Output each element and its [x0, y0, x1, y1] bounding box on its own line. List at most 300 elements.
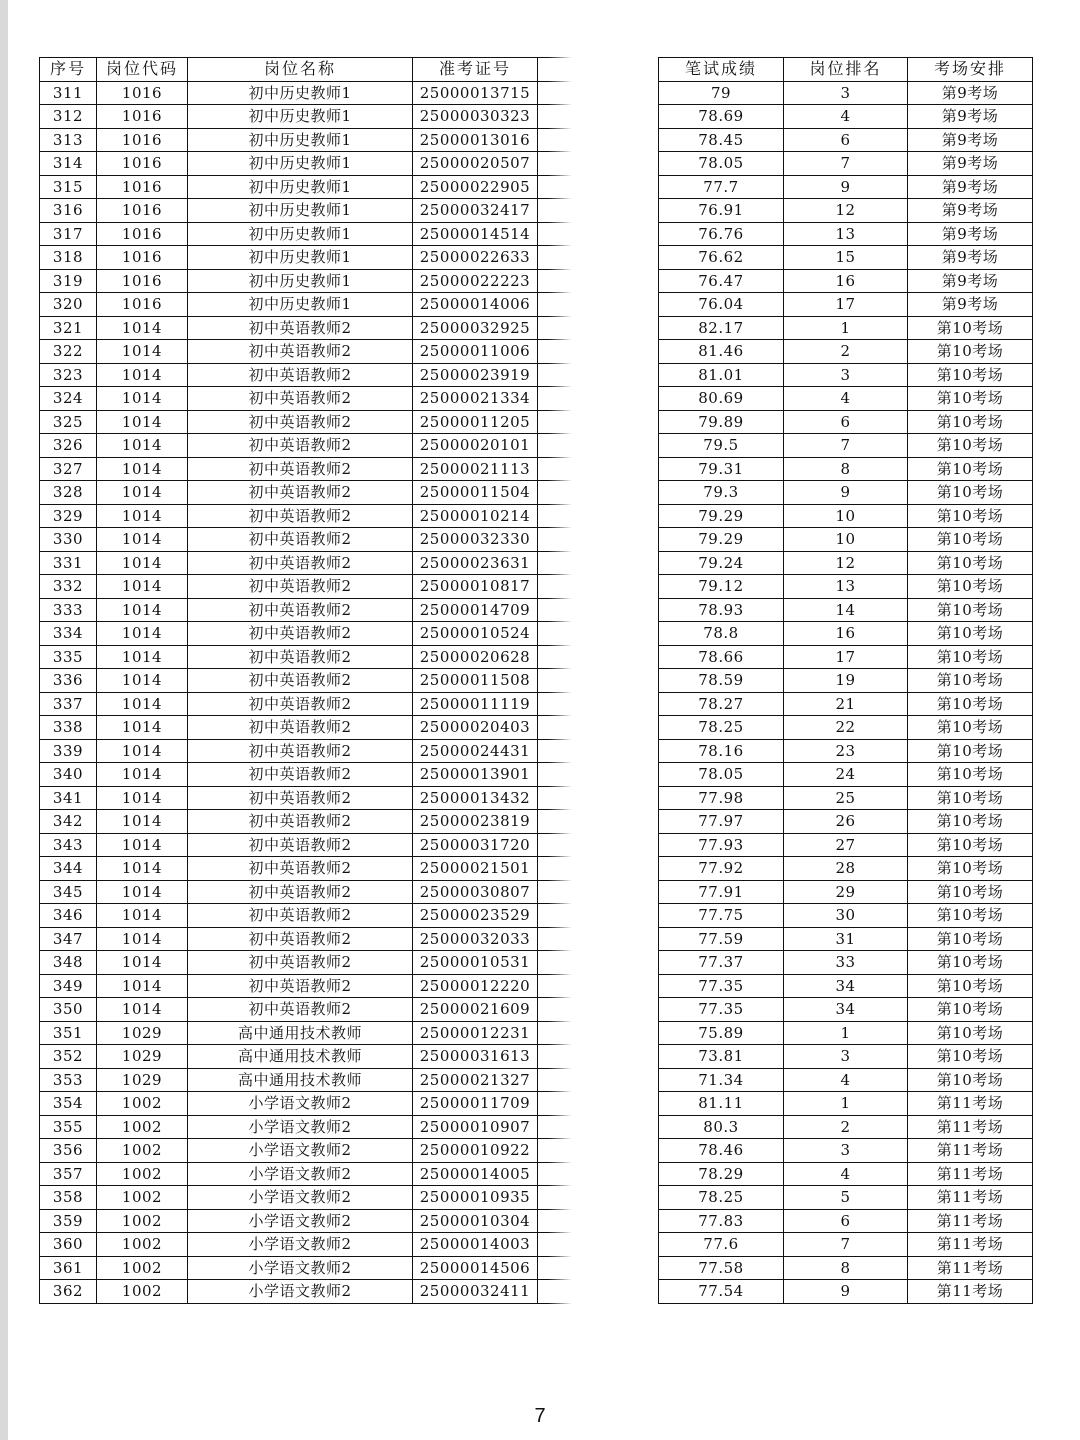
table-row	[659, 1139, 1033, 1163]
exam-no-cell: 25000013901	[413, 763, 538, 787]
room-cell: 第10考场	[908, 1021, 1033, 1045]
table-row	[40, 575, 580, 599]
position-cell: 初中历史教师1	[188, 81, 413, 105]
table-row	[659, 293, 1033, 317]
table-row	[40, 669, 580, 693]
table-row	[40, 880, 580, 904]
seq-cell: 337	[40, 692, 97, 716]
table-row	[40, 1233, 580, 1257]
table-header-row	[40, 58, 580, 82]
score-cell: 76.91	[659, 199, 784, 223]
rank-cell: 19	[784, 669, 908, 693]
table-row	[40, 951, 580, 975]
code-cell: 1014	[97, 810, 188, 834]
room-cell: 第10考场	[908, 786, 1033, 810]
exam-no-cell: 25000011508	[413, 669, 538, 693]
rank-cell: 16	[784, 269, 908, 293]
seq-cell: 314	[40, 152, 97, 176]
table-row	[659, 739, 1033, 763]
room-cell: 第10考场	[908, 598, 1033, 622]
position-cell: 初中历史教师1	[188, 105, 413, 129]
seq-cell: 330	[40, 528, 97, 552]
exam-no-cell: 25000011709	[413, 1092, 538, 1116]
rank-cell: 33	[784, 951, 908, 975]
rank-cell: 9	[784, 175, 908, 199]
position-cell: 初中英语教师2	[188, 481, 413, 505]
rank-cell: 3	[784, 363, 908, 387]
position-cell: 初中历史教师1	[188, 128, 413, 152]
seq-cell: 355	[40, 1115, 97, 1139]
score-cell: 77.91	[659, 880, 784, 904]
rank-cell: 14	[784, 598, 908, 622]
score-cell: 81.46	[659, 340, 784, 364]
rank-cell: 15	[784, 246, 908, 270]
score-cell: 78.05	[659, 152, 784, 176]
table-row	[659, 128, 1033, 152]
results-table-right	[658, 57, 1033, 1304]
exam-no-cell: 25000032330	[413, 528, 538, 552]
position-cell: 初中英语教师2	[188, 833, 413, 857]
seq-cell: 327	[40, 457, 97, 481]
score-cell: 77.97	[659, 810, 784, 834]
seq-cell: 328	[40, 481, 97, 505]
room-cell: 第10考场	[908, 927, 1033, 951]
exam-no-cell: 25000021501	[413, 857, 538, 881]
table-header-row	[659, 58, 1033, 82]
position-cell: 初中历史教师1	[188, 269, 413, 293]
rank-cell: 13	[784, 222, 908, 246]
rank-cell: 17	[784, 293, 908, 317]
position-cell: 初中英语教师2	[188, 363, 413, 387]
seq-cell: 324	[40, 387, 97, 411]
position-cell: 初中历史教师1	[188, 152, 413, 176]
results-table-left	[39, 57, 580, 1304]
code-cell: 1016	[97, 222, 188, 246]
score-cell: 77.59	[659, 927, 784, 951]
exam-no-cell: 25000013432	[413, 786, 538, 810]
exam-no-cell: 25000031720	[413, 833, 538, 857]
position-cell: 初中历史教师1	[188, 246, 413, 270]
rank-cell: 4	[784, 387, 908, 411]
exam-no-cell: 25000011205	[413, 410, 538, 434]
table-row	[659, 387, 1033, 411]
seq-cell: 318	[40, 246, 97, 270]
table-row	[659, 1092, 1033, 1116]
table-row	[40, 1045, 580, 1069]
exam-no-cell: 25000014514	[413, 222, 538, 246]
table-row	[659, 763, 1033, 787]
seq-cell: 342	[40, 810, 97, 834]
seq-cell: 329	[40, 504, 97, 528]
position-cell: 初中英语教师2	[188, 504, 413, 528]
code-cell: 1014	[97, 998, 188, 1022]
score-cell: 77.35	[659, 974, 784, 998]
table-row	[40, 927, 580, 951]
room-cell: 第10考场	[908, 434, 1033, 458]
position-cell: 初中英语教师2	[188, 410, 413, 434]
rank-cell: 1	[784, 1092, 908, 1116]
score-cell: 81.11	[659, 1092, 784, 1116]
room-cell: 第9考场	[908, 269, 1033, 293]
table-row	[659, 316, 1033, 340]
seq-cell: 360	[40, 1233, 97, 1257]
score-cell: 78.29	[659, 1162, 784, 1186]
code-cell: 1014	[97, 669, 188, 693]
code-cell: 1016	[97, 269, 188, 293]
rank-cell: 9	[784, 481, 908, 505]
seq-cell: 315	[40, 175, 97, 199]
score-cell: 79.3	[659, 481, 784, 505]
rank-cell: 16	[784, 622, 908, 646]
table-row	[659, 1162, 1033, 1186]
code-cell: 1016	[97, 199, 188, 223]
exam-no-cell: 25000022223	[413, 269, 538, 293]
rank-cell: 8	[784, 457, 908, 481]
table-row	[40, 504, 580, 528]
code-cell: 1014	[97, 457, 188, 481]
code-cell: 1016	[97, 152, 188, 176]
seq-cell: 359	[40, 1209, 97, 1233]
seq-cell: 353	[40, 1068, 97, 1092]
code-cell: 1002	[97, 1162, 188, 1186]
page-edge	[0, 0, 8, 1440]
code-cell: 1002	[97, 1115, 188, 1139]
score-cell: 78.16	[659, 739, 784, 763]
table-row	[659, 340, 1033, 364]
rank-cell: 27	[784, 833, 908, 857]
position-cell: 高中通用技术教师	[188, 1021, 413, 1045]
seq-cell: 326	[40, 434, 97, 458]
seq-cell: 338	[40, 716, 97, 740]
table-row	[659, 669, 1033, 693]
code-cell: 1002	[97, 1256, 188, 1280]
table-row	[40, 1139, 580, 1163]
code-cell: 1016	[97, 246, 188, 270]
room-cell: 第10考场	[908, 669, 1033, 693]
table-row	[659, 1209, 1033, 1233]
table-row	[659, 692, 1033, 716]
rank-cell: 6	[784, 410, 908, 434]
score-cell: 78.05	[659, 763, 784, 787]
table-row	[40, 199, 580, 223]
room-cell: 第11考场	[908, 1280, 1033, 1304]
exam-no-cell: 25000021327	[413, 1068, 538, 1092]
seq-cell: 347	[40, 927, 97, 951]
table-row	[659, 528, 1033, 552]
table-row	[40, 293, 580, 317]
position-cell: 小学语文教师2	[188, 1139, 413, 1163]
seq-cell: 345	[40, 880, 97, 904]
room-cell: 第10考场	[908, 716, 1033, 740]
exam-no-cell: 25000023529	[413, 904, 538, 928]
exam-no-cell: 25000020628	[413, 645, 538, 669]
table-row	[659, 222, 1033, 246]
rank-cell: 4	[784, 105, 908, 129]
score-cell: 77.37	[659, 951, 784, 975]
room-cell: 第10考场	[908, 457, 1033, 481]
score-cell: 79.31	[659, 457, 784, 481]
code-cell: 1014	[97, 340, 188, 364]
code-cell: 1002	[97, 1209, 188, 1233]
score-cell: 76.76	[659, 222, 784, 246]
table-row	[659, 786, 1033, 810]
code-cell: 1002	[97, 1092, 188, 1116]
score-cell: 78.69	[659, 105, 784, 129]
table-row	[40, 551, 580, 575]
seq-cell: 362	[40, 1280, 97, 1304]
exam-no-cell: 25000010304	[413, 1209, 538, 1233]
seq-cell: 317	[40, 222, 97, 246]
score-cell: 77.35	[659, 998, 784, 1022]
exam-no-cell: 25000011504	[413, 481, 538, 505]
table-row	[40, 1280, 580, 1304]
exam-no-cell: 25000010524	[413, 622, 538, 646]
score-cell: 79.5	[659, 434, 784, 458]
exam-no-cell: 25000011006	[413, 340, 538, 364]
table-row	[40, 1209, 580, 1233]
score-cell: 79.29	[659, 504, 784, 528]
table-row	[40, 904, 580, 928]
position-cell: 初中英语教师2	[188, 434, 413, 458]
position-cell: 初中英语教师2	[188, 880, 413, 904]
room-cell: 第10考场	[908, 810, 1033, 834]
seq-cell: 336	[40, 669, 97, 693]
header-position: 岗位名称	[188, 58, 413, 82]
table-row	[659, 81, 1033, 105]
table-row	[40, 598, 580, 622]
code-cell: 1014	[97, 528, 188, 552]
table-row	[40, 1021, 580, 1045]
room-cell: 第9考场	[908, 246, 1033, 270]
rank-cell: 9	[784, 1280, 908, 1304]
score-cell: 77.98	[659, 786, 784, 810]
position-cell: 初中英语教师2	[188, 786, 413, 810]
position-cell: 初中英语教师2	[188, 998, 413, 1022]
seq-cell: 339	[40, 739, 97, 763]
code-cell: 1002	[97, 1233, 188, 1257]
table-row	[40, 645, 580, 669]
code-cell: 1029	[97, 1021, 188, 1045]
table-row	[659, 1045, 1033, 1069]
table-row	[659, 810, 1033, 834]
rank-cell: 7	[784, 434, 908, 458]
table-row	[659, 951, 1033, 975]
exam-no-cell: 25000010922	[413, 1139, 538, 1163]
code-cell: 1029	[97, 1045, 188, 1069]
exam-no-cell: 25000010531	[413, 951, 538, 975]
room-cell: 第10考场	[908, 387, 1033, 411]
seq-cell: 344	[40, 857, 97, 881]
position-cell: 小学语文教师2	[188, 1186, 413, 1210]
table-row	[40, 810, 580, 834]
room-cell: 第10考场	[908, 880, 1033, 904]
room-cell: 第10考场	[908, 340, 1033, 364]
rank-cell: 3	[784, 81, 908, 105]
code-cell: 1014	[97, 786, 188, 810]
position-cell: 初中英语教师2	[188, 951, 413, 975]
exam-no-cell: 25000022905	[413, 175, 538, 199]
table-row	[40, 457, 580, 481]
exam-no-cell: 25000014006	[413, 293, 538, 317]
code-cell: 1014	[97, 833, 188, 857]
code-cell: 1014	[97, 622, 188, 646]
score-cell: 73.81	[659, 1045, 784, 1069]
table-row	[40, 1115, 580, 1139]
table-row	[659, 1233, 1033, 1257]
room-cell: 第11考场	[908, 1233, 1033, 1257]
rank-cell: 7	[784, 152, 908, 176]
position-cell: 初中英语教师2	[188, 622, 413, 646]
table-row	[659, 974, 1033, 998]
table-row	[40, 1186, 580, 1210]
score-cell: 78.46	[659, 1139, 784, 1163]
seq-cell: 316	[40, 199, 97, 223]
rank-cell: 12	[784, 199, 908, 223]
room-cell: 第11考场	[908, 1209, 1033, 1233]
room-cell: 第11考场	[908, 1115, 1033, 1139]
score-cell: 80.3	[659, 1115, 784, 1139]
position-cell: 小学语文教师2	[188, 1256, 413, 1280]
room-cell: 第9考场	[908, 222, 1033, 246]
room-cell: 第10考场	[908, 739, 1033, 763]
exam-no-cell: 25000014003	[413, 1233, 538, 1257]
seq-cell: 320	[40, 293, 97, 317]
seq-cell: 312	[40, 105, 97, 129]
rank-cell: 25	[784, 786, 908, 810]
table-row	[659, 1186, 1033, 1210]
code-cell: 1014	[97, 880, 188, 904]
rank-cell: 10	[784, 528, 908, 552]
code-cell: 1014	[97, 575, 188, 599]
room-cell: 第10考场	[908, 528, 1033, 552]
table-row	[659, 105, 1033, 129]
position-cell: 初中英语教师2	[188, 645, 413, 669]
table-row	[659, 504, 1033, 528]
room-cell: 第9考场	[908, 175, 1033, 199]
code-cell: 1002	[97, 1186, 188, 1210]
rank-cell: 12	[784, 551, 908, 575]
table-row	[40, 81, 580, 105]
position-cell: 初中英语教师2	[188, 387, 413, 411]
rank-cell: 1	[784, 1021, 908, 1045]
position-cell: 初中英语教师2	[188, 551, 413, 575]
seq-cell: 361	[40, 1256, 97, 1280]
score-cell: 77.54	[659, 1280, 784, 1304]
position-cell: 初中英语教师2	[188, 669, 413, 693]
rank-cell: 34	[784, 998, 908, 1022]
rank-cell: 8	[784, 1256, 908, 1280]
table-row	[659, 457, 1033, 481]
score-cell: 79.29	[659, 528, 784, 552]
exam-no-cell: 25000010214	[413, 504, 538, 528]
score-cell: 78.8	[659, 622, 784, 646]
table-row	[40, 410, 580, 434]
header-code: 岗位代码	[97, 58, 188, 82]
score-cell: 78.66	[659, 645, 784, 669]
rank-cell: 21	[784, 692, 908, 716]
code-cell: 1014	[97, 904, 188, 928]
position-cell: 初中英语教师2	[188, 810, 413, 834]
room-cell: 第10考场	[908, 998, 1033, 1022]
room-cell: 第10考场	[908, 951, 1033, 975]
table-row	[659, 1115, 1033, 1139]
code-cell: 1014	[97, 598, 188, 622]
score-cell: 78.93	[659, 598, 784, 622]
table-row	[40, 434, 580, 458]
position-cell: 初中英语教师2	[188, 340, 413, 364]
score-cell: 82.17	[659, 316, 784, 340]
rank-cell: 10	[784, 504, 908, 528]
table-row	[40, 481, 580, 505]
position-cell: 小学语文教师2	[188, 1233, 413, 1257]
exam-no-cell: 25000011119	[413, 692, 538, 716]
room-cell: 第10考场	[908, 1045, 1033, 1069]
seq-cell: 325	[40, 410, 97, 434]
table-row	[659, 645, 1033, 669]
table-row	[659, 1256, 1033, 1280]
code-cell: 1014	[97, 857, 188, 881]
seq-cell: 346	[40, 904, 97, 928]
score-cell: 77.58	[659, 1256, 784, 1280]
rank-cell: 5	[784, 1186, 908, 1210]
table-row	[40, 692, 580, 716]
room-cell: 第10考场	[908, 504, 1033, 528]
exam-no-cell: 25000020101	[413, 434, 538, 458]
table-row	[40, 739, 580, 763]
position-cell: 小学语文教师2	[188, 1092, 413, 1116]
exam-no-cell: 25000014506	[413, 1256, 538, 1280]
table-row	[659, 998, 1033, 1022]
rank-cell: 17	[784, 645, 908, 669]
score-cell: 77.93	[659, 833, 784, 857]
exam-no-cell: 25000021113	[413, 457, 538, 481]
exam-no-cell: 25000030323	[413, 105, 538, 129]
exam-no-cell: 25000013016	[413, 128, 538, 152]
exam-no-cell: 25000010817	[413, 575, 538, 599]
room-cell: 第10考场	[908, 551, 1033, 575]
code-cell: 1014	[97, 481, 188, 505]
seq-cell: 343	[40, 833, 97, 857]
score-cell: 77.92	[659, 857, 784, 881]
position-cell: 初中英语教师2	[188, 974, 413, 998]
room-cell: 第10考场	[908, 974, 1033, 998]
code-cell: 1014	[97, 951, 188, 975]
table-row	[659, 857, 1033, 881]
code-cell: 1014	[97, 692, 188, 716]
rank-cell: 31	[784, 927, 908, 951]
room-cell: 第10考场	[908, 645, 1033, 669]
position-cell: 小学语文教师2	[188, 1280, 413, 1304]
exam-no-cell: 25000023819	[413, 810, 538, 834]
room-cell: 第10考场	[908, 363, 1033, 387]
table-row	[659, 716, 1033, 740]
table-row	[40, 175, 580, 199]
position-cell: 小学语文教师2	[188, 1115, 413, 1139]
table-row	[40, 269, 580, 293]
exam-no-cell: 25000014709	[413, 598, 538, 622]
table-row	[40, 1256, 580, 1280]
position-cell: 初中英语教师2	[188, 316, 413, 340]
room-cell: 第10考场	[908, 692, 1033, 716]
seq-cell: 352	[40, 1045, 97, 1069]
seq-cell: 354	[40, 1092, 97, 1116]
table-row	[659, 622, 1033, 646]
seq-cell: 321	[40, 316, 97, 340]
code-cell: 1016	[97, 293, 188, 317]
exam-no-cell: 25000023631	[413, 551, 538, 575]
seq-cell: 357	[40, 1162, 97, 1186]
room-cell: 第9考场	[908, 128, 1033, 152]
